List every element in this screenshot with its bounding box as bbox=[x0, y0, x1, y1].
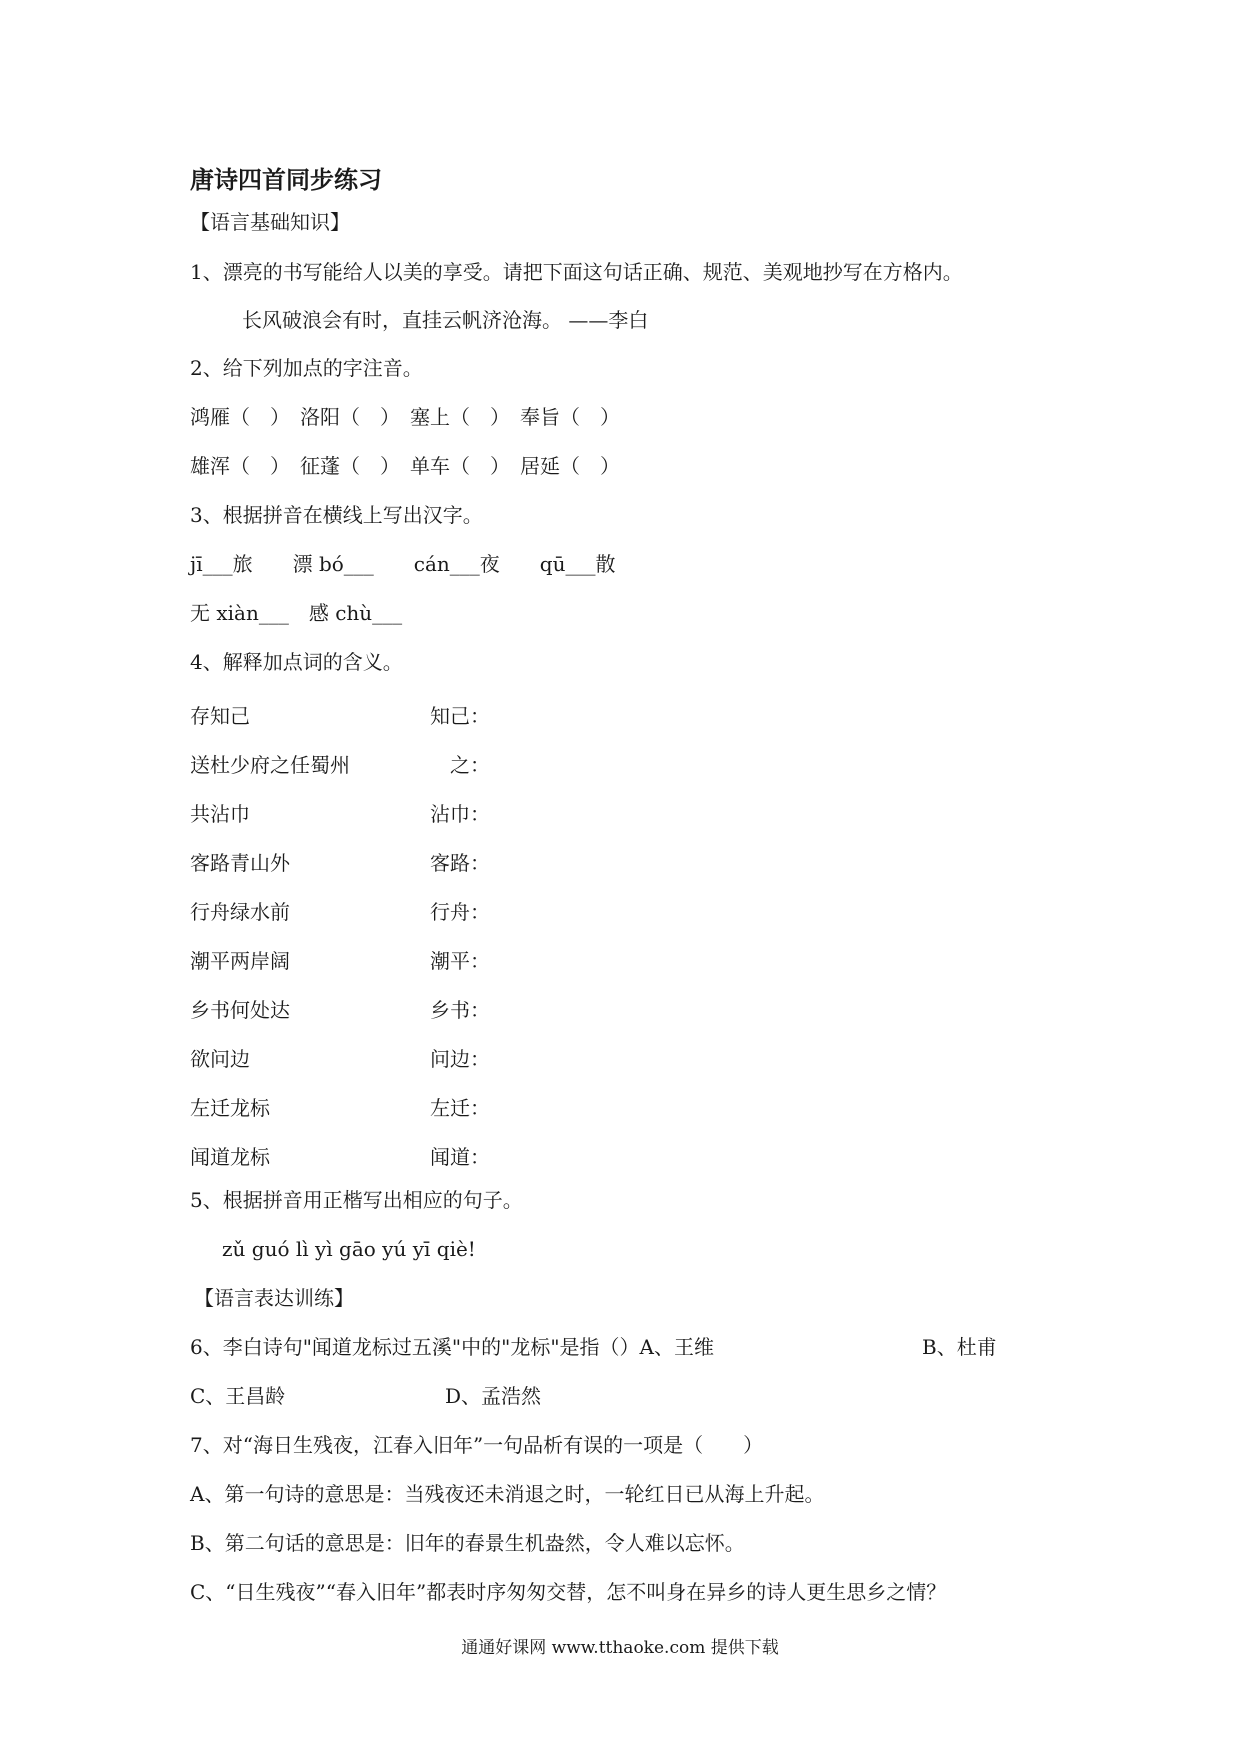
page-title: 唐诗四首同步练习 bbox=[190, 166, 382, 194]
q4-item-left: 左迁龙标 bbox=[190, 1096, 270, 1120]
question-5: 5、根据拼音用正楷写出相应的句子。 bbox=[190, 1188, 523, 1212]
question-7-option-b: B、第二句话的意思是：旧年的春景生机盎然，令人难以忘怀。 bbox=[190, 1531, 745, 1555]
q4-item-right: 沾巾： bbox=[430, 802, 490, 826]
question-5-pinyin: zǔ guó lì yì gāo yú yī qiè! bbox=[222, 1237, 476, 1261]
q4-item-left: 欲问边 bbox=[190, 1047, 250, 1071]
question-7-option-a: A、第一句诗的意思是：当残夜还未消退之时，一轮红日已从海上升起。 bbox=[190, 1482, 825, 1506]
section-heading-basics: 【语言基础知识】 bbox=[190, 210, 350, 234]
q4-item-left: 行舟绿水前 bbox=[190, 900, 290, 924]
question-2-row-1: 鸿雁（ ） 洛阳（ ） 塞上（ ） 奉旨（ ） bbox=[190, 405, 620, 429]
q4-item-right: 乡书： bbox=[430, 998, 490, 1022]
q4-item-left: 存知己 bbox=[190, 704, 250, 728]
q4-item-left: 潮平两岸阔 bbox=[190, 949, 290, 973]
question-1-quote: 长风破浪会有时，直挂云帆济沧海。 ——李白 bbox=[242, 308, 649, 332]
question-2-row-2: 雄浑（ ） 征蓬（ ） 单车（ ） 居延（ ） bbox=[190, 454, 620, 478]
page-footer: 通通好课网 www.tthaoke.com 提供下载 bbox=[461, 1638, 779, 1658]
q4-item-left: 共沾巾 bbox=[190, 802, 250, 826]
q4-item-right: 知己： bbox=[430, 704, 490, 728]
question-4: 4、解释加点词的含义。 bbox=[190, 650, 403, 674]
question-7-option-c: C、“日生残夜”“春入旧年”都表时序匆匆交替，怎不叫身在异乡的诗人更生思乡之情？ bbox=[190, 1580, 947, 1604]
q4-item-right: 问边： bbox=[430, 1047, 490, 1071]
q4-item-right: 行舟： bbox=[430, 900, 490, 924]
q4-item-right: 潮平： bbox=[430, 949, 490, 973]
q4-item-left: 送杜少府之任蜀州 bbox=[190, 753, 350, 777]
question-6-option-c: C、王昌龄 bbox=[190, 1384, 286, 1408]
question-2: 2、给下列加点的字注音。 bbox=[190, 356, 423, 380]
question-6: 6、李白诗句"闻道龙标过五溪"中的"龙标"是指（）A、王维 bbox=[190, 1335, 714, 1359]
q4-item-right: 之： bbox=[430, 753, 490, 777]
question-3-row-2: 无 xiàn___ 感 chù___ bbox=[190, 601, 403, 625]
q4-item-right: 左迁： bbox=[430, 1096, 490, 1120]
q4-item-left: 客路青山外 bbox=[190, 851, 290, 875]
q4-item-left: 闻道龙标 bbox=[190, 1145, 270, 1169]
q4-item-left: 乡书何处达 bbox=[190, 998, 290, 1022]
question-6-option-b: B、杜甫 bbox=[922, 1335, 997, 1359]
section-heading-expression: 【语言表达训练】 bbox=[194, 1286, 354, 1310]
q4-item-right: 闻道： bbox=[430, 1145, 490, 1169]
question-3: 3、根据拼音在横线上写出汉字。 bbox=[190, 503, 483, 527]
question-7: 7、对“海日生残夜，江春入旧年”一句品析有误的一项是（ ） bbox=[190, 1433, 764, 1457]
question-3-row-1: jī___旅 漂 bó___ cán___夜 qū___散 bbox=[190, 552, 616, 576]
q4-item-right: 客路： bbox=[430, 851, 490, 875]
question-1: 1、漂亮的书写能给人以美的享受。请把下面这句话正确、规范、美观地抄写在方格内。 bbox=[190, 260, 963, 284]
question-6-option-d: D、孟浩然 bbox=[445, 1384, 542, 1408]
